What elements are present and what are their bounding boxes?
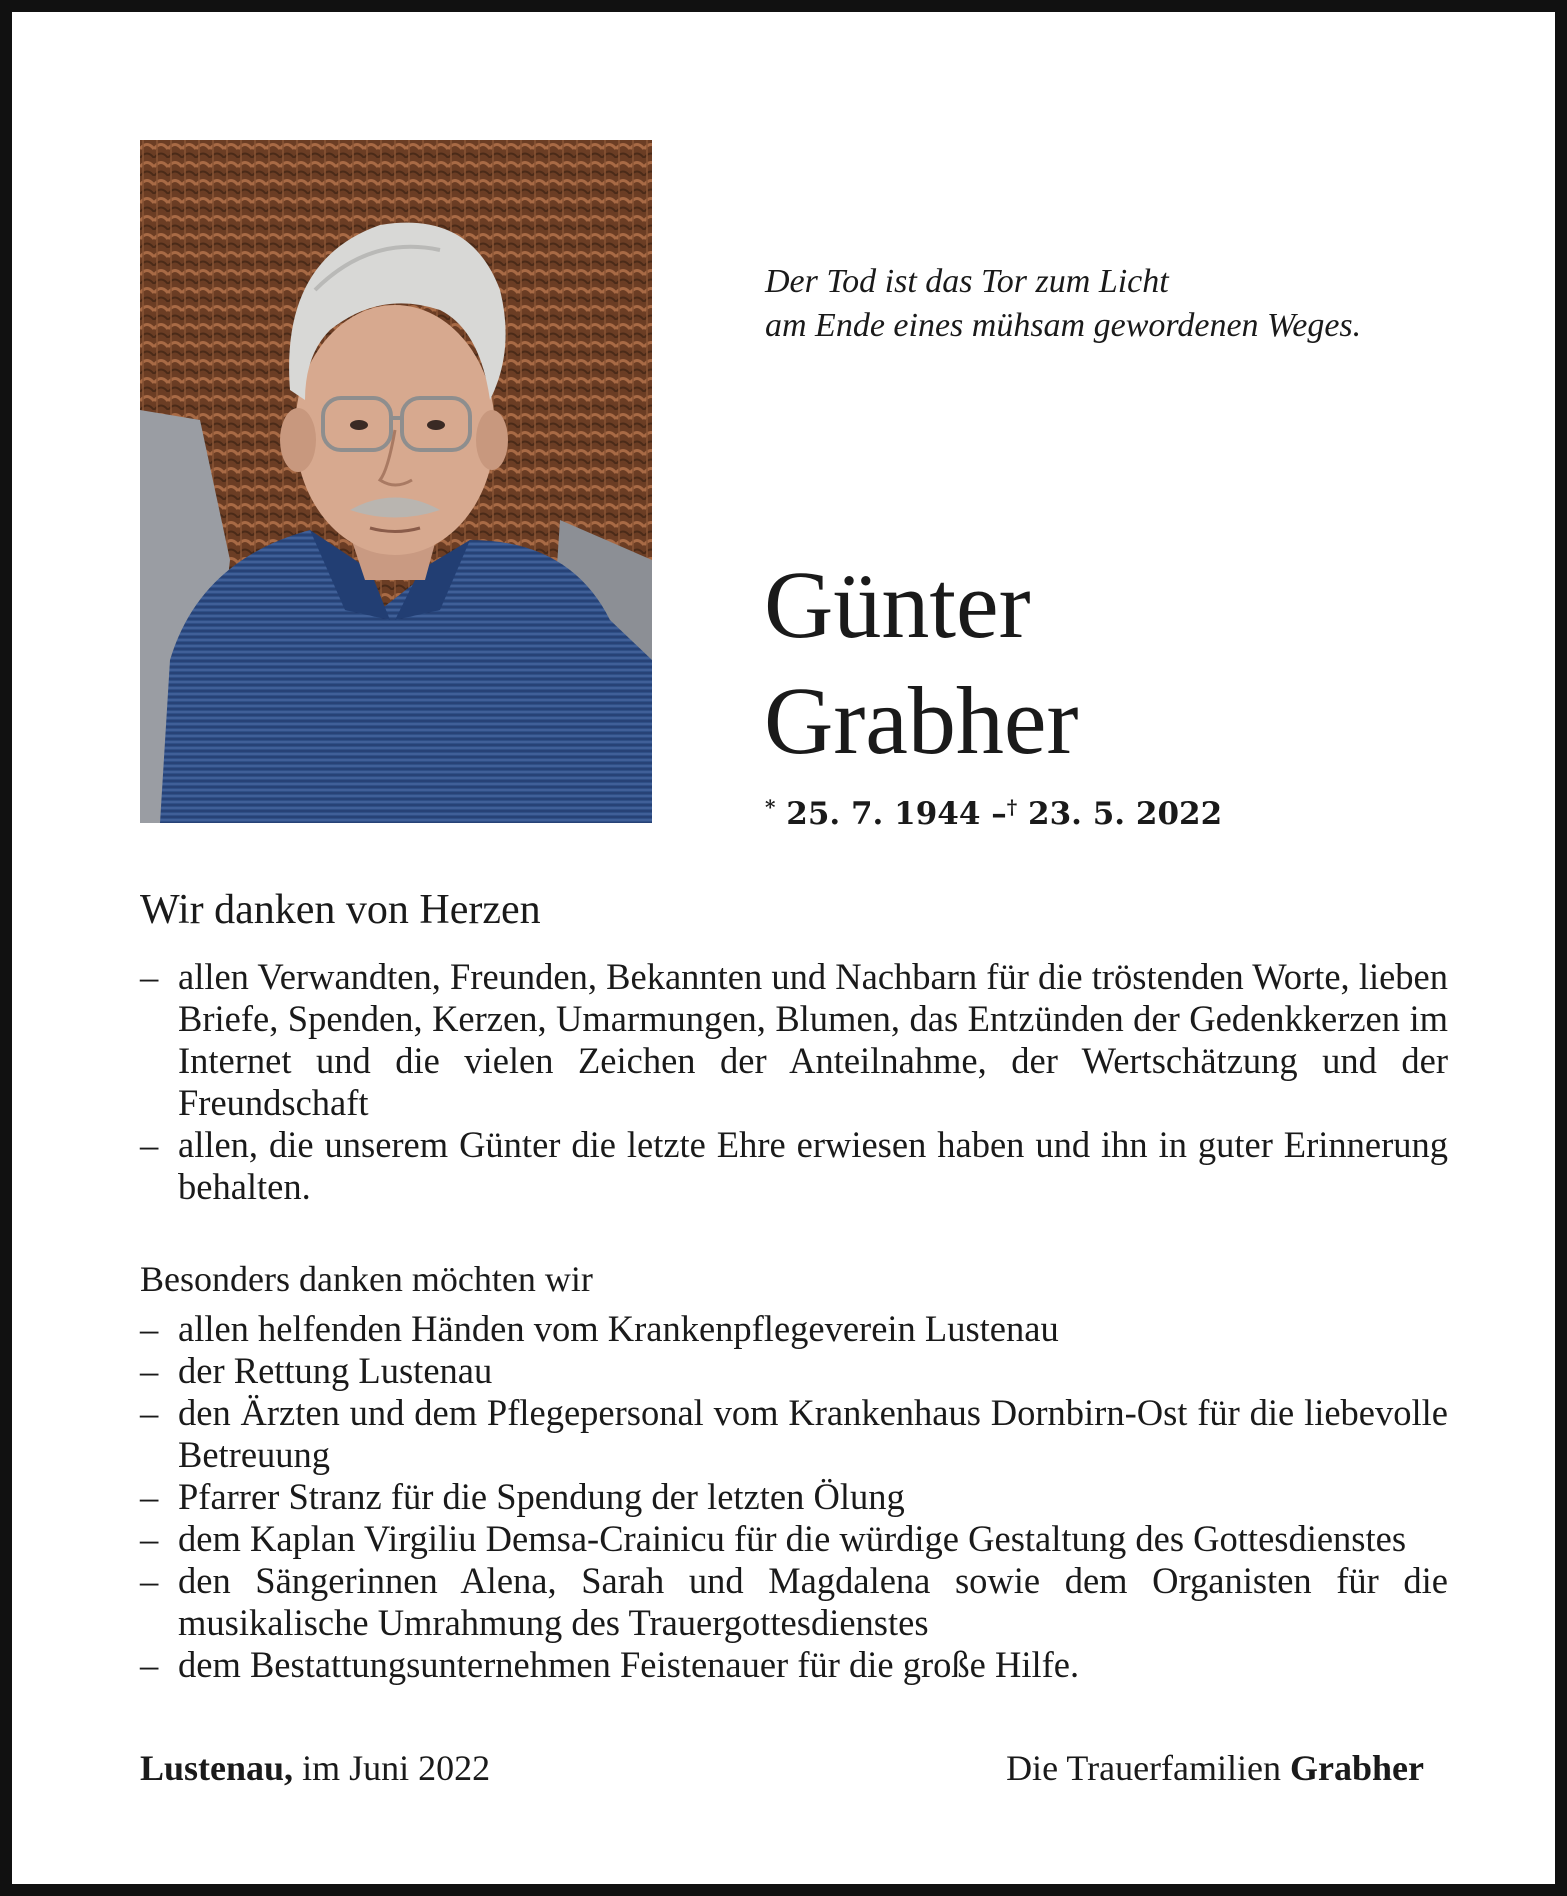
quote-line-1: Der Tod ist das Tor zum Licht	[765, 263, 1169, 300]
bullet-dash: –	[140, 1392, 159, 1433]
bullet-dash: –	[140, 1518, 159, 1559]
quote	[765, 260, 1465, 348]
death-date: 23. 5. 2022	[1028, 796, 1223, 832]
list-item	[140, 1308, 1448, 1350]
thanks-title: Wir danken von Herzen	[140, 887, 541, 933]
list-item	[140, 1124, 1448, 1208]
date: im Juni 2022	[293, 1748, 491, 1788]
list-item-text: den Ärzten und dem Pflegepersonal vom Krankenhaus Dornbirn-Ost für die liebevolle Betreuung	[178, 1392, 1448, 1475]
list-item	[140, 1560, 1448, 1644]
special-thanks-list	[140, 1308, 1448, 1686]
bullet-dash: –	[140, 1308, 159, 1349]
special-thanks-title: Besonders danken möchten wir	[140, 1259, 593, 1299]
bullet-dash: –	[140, 1644, 159, 1685]
first-name: Günter	[764, 551, 1031, 658]
list-item	[140, 956, 1448, 1124]
thanks-list	[140, 956, 1448, 1208]
list-item-text: allen Verwandten, Freunden, Bekannten und Nachbarn für die tröstenden Worte, lieben Briefe, Spenden, Kerzen, Umarmungen, Blumen, das Entzünden der Gedenkkerzen im Internet und die vielen Zeichen der Anteilnahme, der Wertschätzung und der Freundschaft	[178, 956, 1448, 1123]
list-item	[140, 1476, 1448, 1518]
life-dates	[765, 787, 1222, 834]
last-name: Grabher	[764, 667, 1079, 774]
list-item-text: allen, die unserem Günter die letzte Ehre erwiesen haben und ihn in guter Erinnerung behalten.	[178, 1124, 1448, 1207]
list-item	[140, 1392, 1448, 1476]
portrait-photo	[140, 140, 652, 823]
quote-line-2: am Ende eines mühsam gewordenen Weges.	[765, 307, 1362, 344]
bullet-dash: –	[140, 1476, 159, 1517]
list-item	[140, 1350, 1448, 1392]
bullet-dash: –	[140, 956, 159, 997]
list-item-text: allen helfenden Händen vom Krankenpflegeverein Lustenau	[178, 1308, 1059, 1349]
family-name: Grabher	[1290, 1748, 1424, 1788]
place-date	[140, 1746, 490, 1790]
date-separator: –	[991, 796, 1007, 832]
birth-date: 25. 7. 1944	[786, 796, 981, 832]
family-prefix: Die Trauerfamilien	[1006, 1748, 1291, 1788]
bullet-dash: –	[140, 1350, 159, 1391]
bullet-dash: –	[140, 1560, 159, 1601]
list-item-text: den Sängerinnen Alena, Sarah und Magdalena sowie dem Organisten für die musikalische Umrahmung des Trauergottesdienstes	[178, 1560, 1448, 1643]
signature	[1006, 1746, 1424, 1790]
birth-symbol: *	[765, 795, 776, 819]
list-item	[140, 1518, 1448, 1560]
death-symbol: †	[1006, 795, 1018, 819]
place: Lustenau,	[140, 1748, 294, 1788]
deceased-name	[764, 547, 1078, 779]
list-item	[140, 1644, 1448, 1686]
list-item-text: Pfarrer Stranz für die Spendung der letzten Ölung	[178, 1476, 905, 1517]
list-item-text: dem Kaplan Virgiliu Demsa-Crainicu für die würdige Gestaltung des Gottesdienstes	[178, 1518, 1407, 1559]
bullet-dash: –	[140, 1124, 159, 1165]
list-item-text: dem Bestattungsunternehmen Feistenauer für die große Hilfe.	[178, 1644, 1080, 1685]
list-item-text: der Rettung Lustenau	[178, 1350, 493, 1391]
